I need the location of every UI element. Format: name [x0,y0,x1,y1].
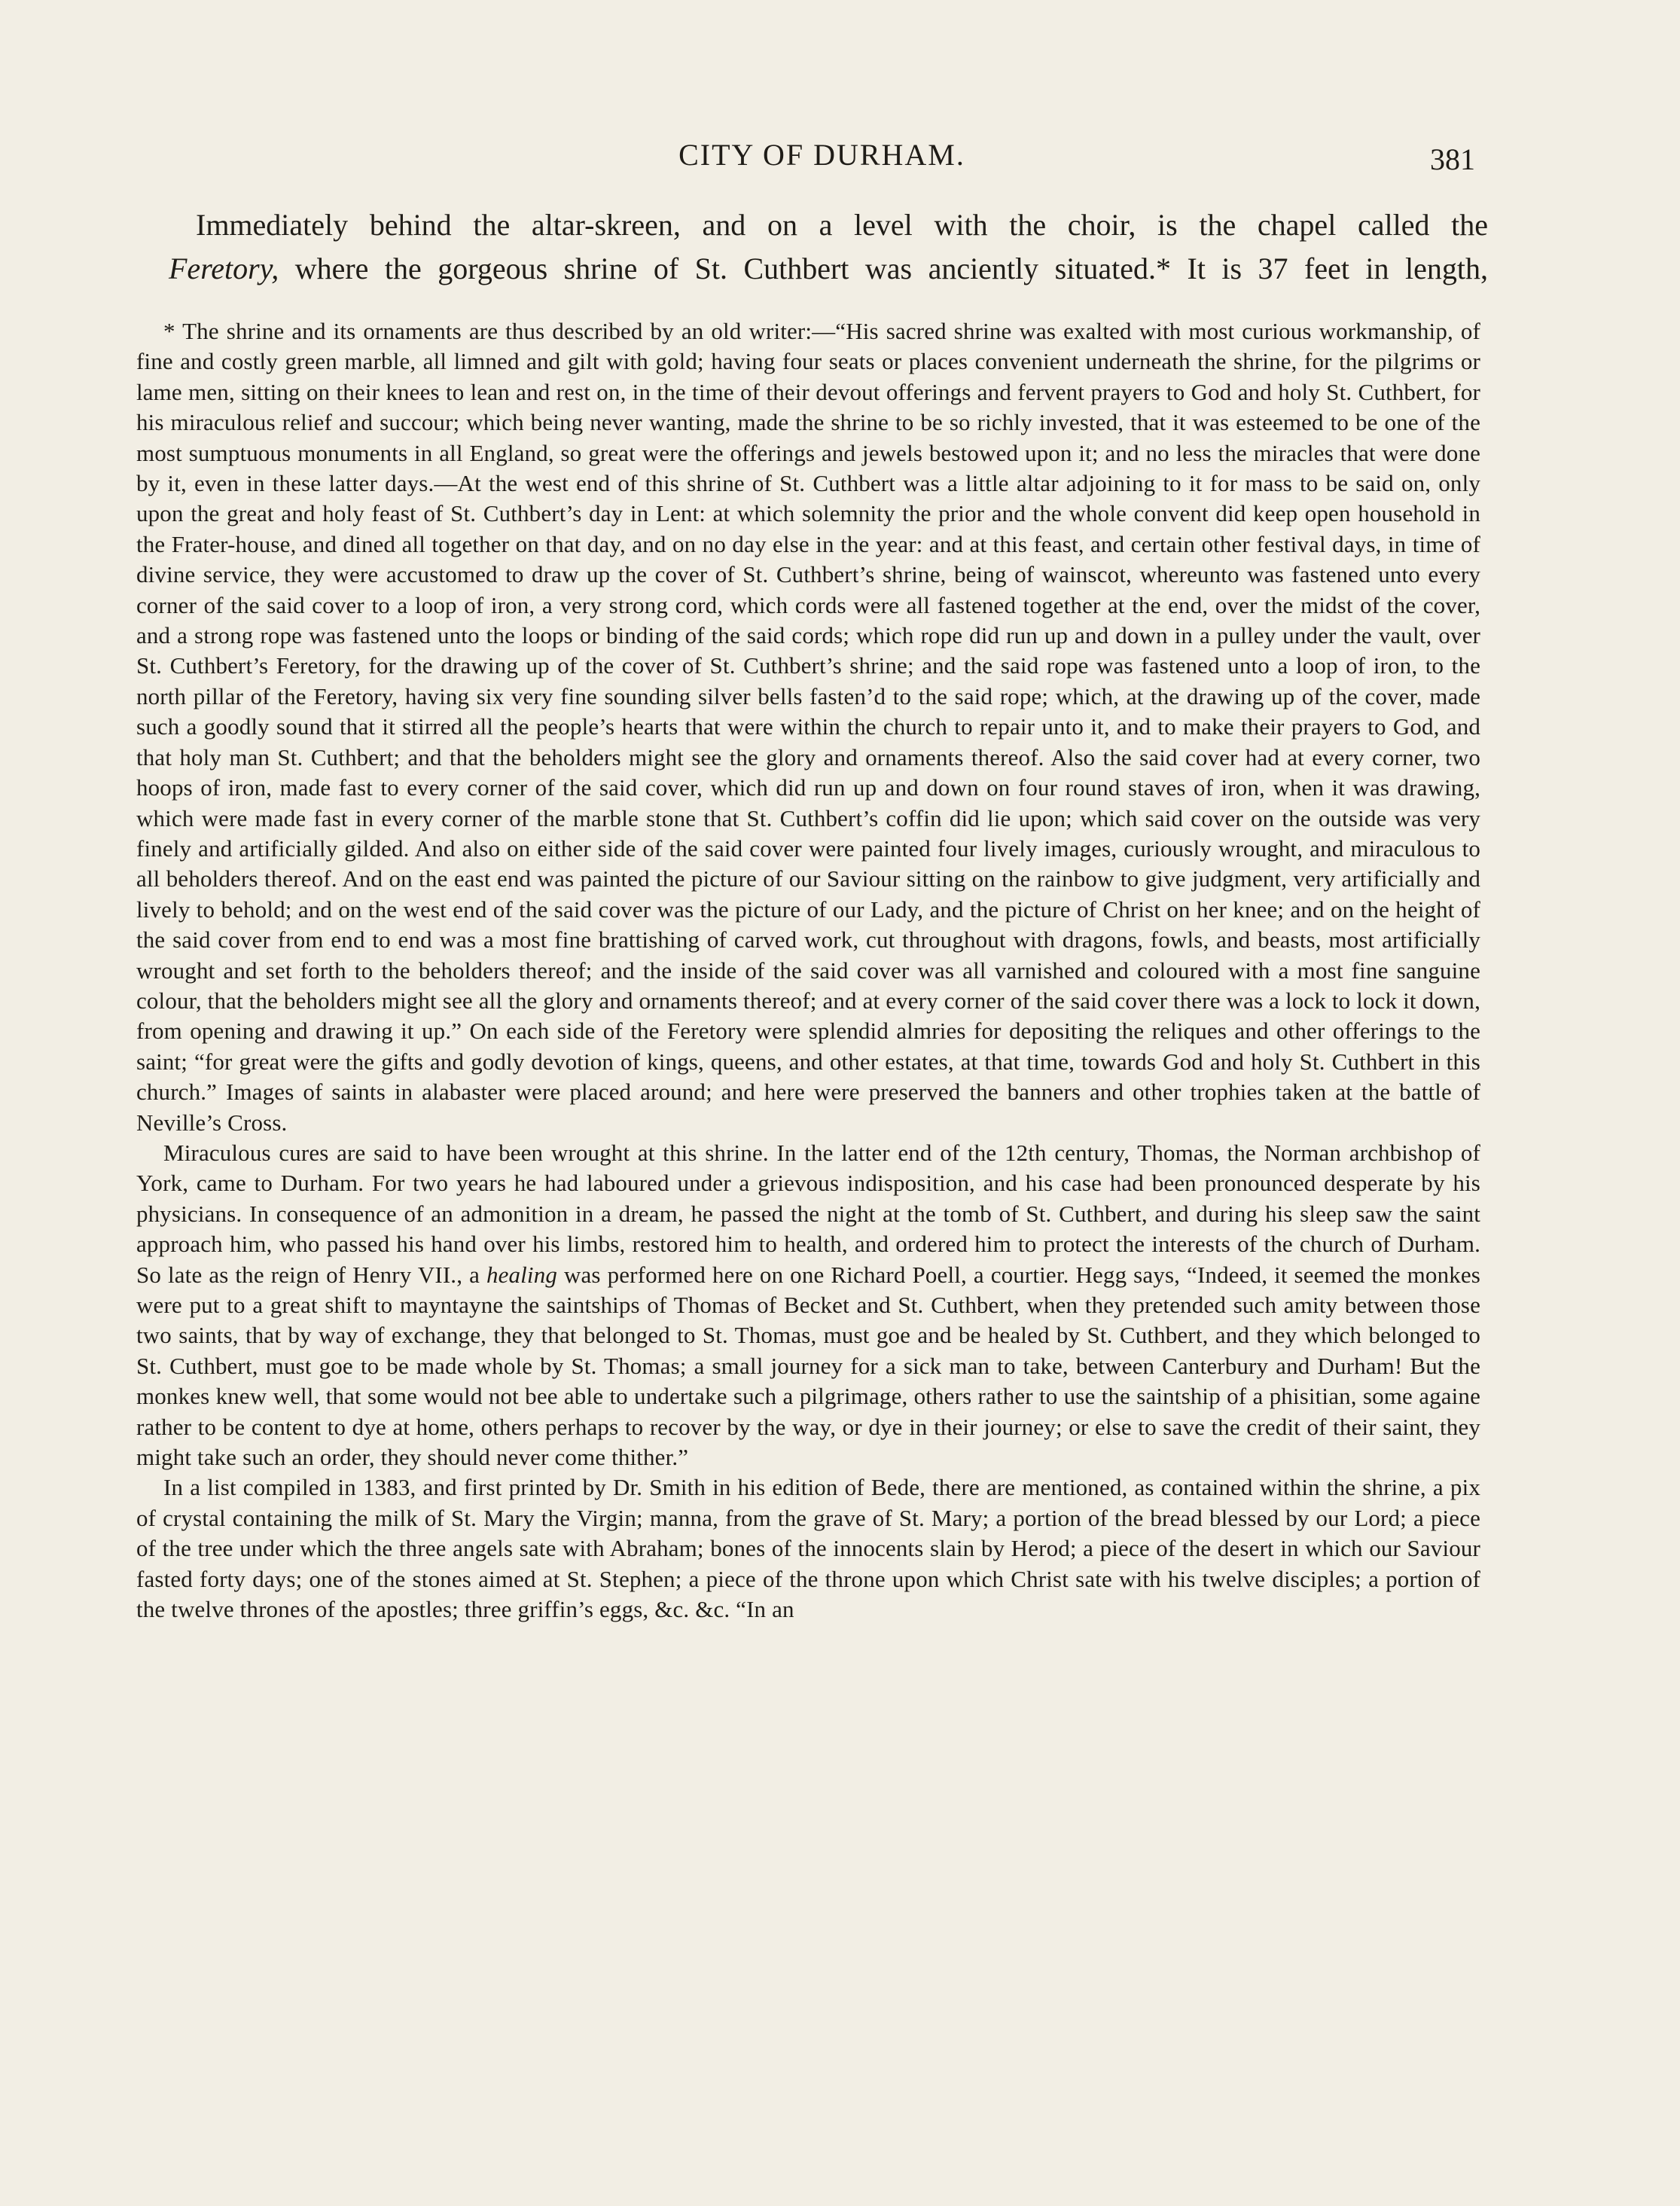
main-text-part1: Immediately behind the altar-skreen, and on a level with the choir, is the chapel called the [196,208,1488,242]
footnote-paragraph-1: * The shrine and its ornaments are thus described by an old writer:—“His sacred shrine was exalted with most curious workmanship, of fine and costly green marble, all limned and gilt with gold; having four seats or places convenient underneath the shrine, for the pilgrims or lame men, sitting on their knees to lean and rest on, in the time of their devout offerings and fervent prayers to God and holy St. Cuthbert, for his miraculous relief and succour; which being never wanting, made the shrine to be so richly invested, that it was esteemed to be one of the most sumptuous monuments in all England, so great were the offerings and jewels bestowed upon it; and no less the miracles that were done by it, even in these latter days.—At the west end of this shrine of St. Cuthbert was a little altar adjoining to it for mass to be said on, only upon the great and holy feast of St. Cuthbert’s day in Lent: at which solemnity the prior and the whole convent did keep open household in the Frater-house, and dined all together on that day, and on no day else in the year: and at this feast, and certain other festival days, in time of divine service, they were accustomed to draw up the cover of St. Cuthbert’s shrine, being of wainscot, whereunto was fastened unto every corner of the said cover to a loop of iron, a very strong cord, which cords were all fastened together at the end, over the midst of the cover, and a strong rope was fastened unto the loops or binding of the said cords; which rope did run up and down in a pulley under the vault, over St. Cuthbert’s Feretory, for the drawing up of the cover of St. Cuthbert’s shrine; and the said rope was fastened unto a loop of iron, to the north pillar of the Feretory, having six very fine sounding silver bells fasten’d to the said rope; which, at the drawing up of the cover, made such a goodly sound that it stirred all the people’s hearts that were within the church to repair unto it, and to make their prayers to God, and that holy man St. Cuthbert; and that the beholders might see the glory and ornaments thereof. Also the said cover had at every corner, two hoops of iron, made fast to every corner of the said cover, which did run up and down on four round staves of iron, when it was drawing, which were made fast in every corner of the marble stone that St. Cuthbert’s coffin did lie upon; which said cover on the outside was very finely and artificially gilded. And also on either side of the said cover were painted four lively images, curiously wrought, and miraculous to all beholders thereof. And on the east end was painted the picture of our Saviour sitting on the rainbow to give judgment, very artificially and lively to behold; and on the west end of the said cover was the picture of our Lady, and the picture of Christ on her knee; and on the height of the said cover from end to end was a most fine brattishing of carved work, cut throughout with dragons, fowls, and beasts, most artificially wrought and set forth to the beholders thereof; and the inside of the said cover was all varnished and coloured with a most fine sanguine colour, that the beholders might see all the glory and ornaments thereof; and at every corner of the said cover there was a lock to lock it down, from opening and drawing it up.” On each side of the Feretory were splendid almries for depositing the reliques and other offerings to the saint; “for great were the gifts and godly devotion of kings, queens, and other estates, at that time, towards God and holy St. Cuthbert in this church.” Images of saints in alabaster were placed around; and here were preserved the banners and other trophies taken at the battle of Neville’s Cross. [136,318,1480,1136]
main-paragraph [169,203,1488,291]
main-text [169,203,1488,291]
running-header [169,134,1475,179]
page-title: CITY OF DURHAM. [678,138,965,172]
footnote-block [136,316,1480,1625]
footnote-paragraph-2-start: Miraculous cures are said to have been wrought at this shrine. In the latter end of the 12th century, Thomas, the Norman archbishop of York, came to Durham. For two years he had laboured under a grievous indisposition, and his case had been pronounced desperate by his physicians. In consequence of an admonition in a dream, he passed the night at the tomb of St. Cuthbert, and during his sleep saw the saint approach him, who passed his hand over his limbs, restored him to health, and ordered him to protect the interests of the church of Durham. So late as the reign of Henry VII., a [136,1139,1480,1288]
main-text-part2: where the gorgeous shrine of St. Cuthbert was anciently situated.* It is 37 feet in length, [279,252,1488,285]
feretory-term: Feretory, [169,252,279,285]
footnote-paragraph-2 [136,1138,1480,1472]
footnote-paragraph-3: In a list compiled in 1383, and first printed by Dr. Smith in his edition of Bede, there are mentioned, as contained within the shrine, a pix of crystal containing the milk of St. Mary the Virgin; manna, from the grave of St. Mary; a portion of the bread blessed by our Lord; a piece of the tree under which the three angels sate with Abraham; bones of the innocents slain by Herod; a piece of the desert in which our Saviour fasted forty days; one of the stones aimed at St. Stephen; a piece of the throne upon which Christ sate with his twelve disciples; a portion of the twelve thrones of the apostles; three griffin’s eggs, &c. &c. “In an [136,1474,1480,1623]
footnote-paragraph-2-end: was performed here on one Richard Poell, a courtier. Hegg says, “Indeed, it seemed the monkes were put to a great shift to mayntayne the saintships of Thomas of Becket and St. Cuthbert, when they pretended such amity between those two saints, that by way of exchange, they that belonged to St. Thomas, must goe and be healed by St. Cuthbert, and they which belonged to St. Cuthbert, must goe to be made whole by St. Thomas; a small journey for a sick man to take, between Canterbury and Durham! But the monkes knew well, that some would not bee able to undertake such a pilgrimage, others rather to use the saintship of a phisitian, some againe rather to be content to dye at home, others perhaps to recover by the way, or dye in their journey; or else to save the credit of their saint, they might take such an order, they should never come thither.” [136,1261,1480,1471]
page-number: 381 [1430,142,1475,176]
healing-term: healing [486,1261,557,1288]
